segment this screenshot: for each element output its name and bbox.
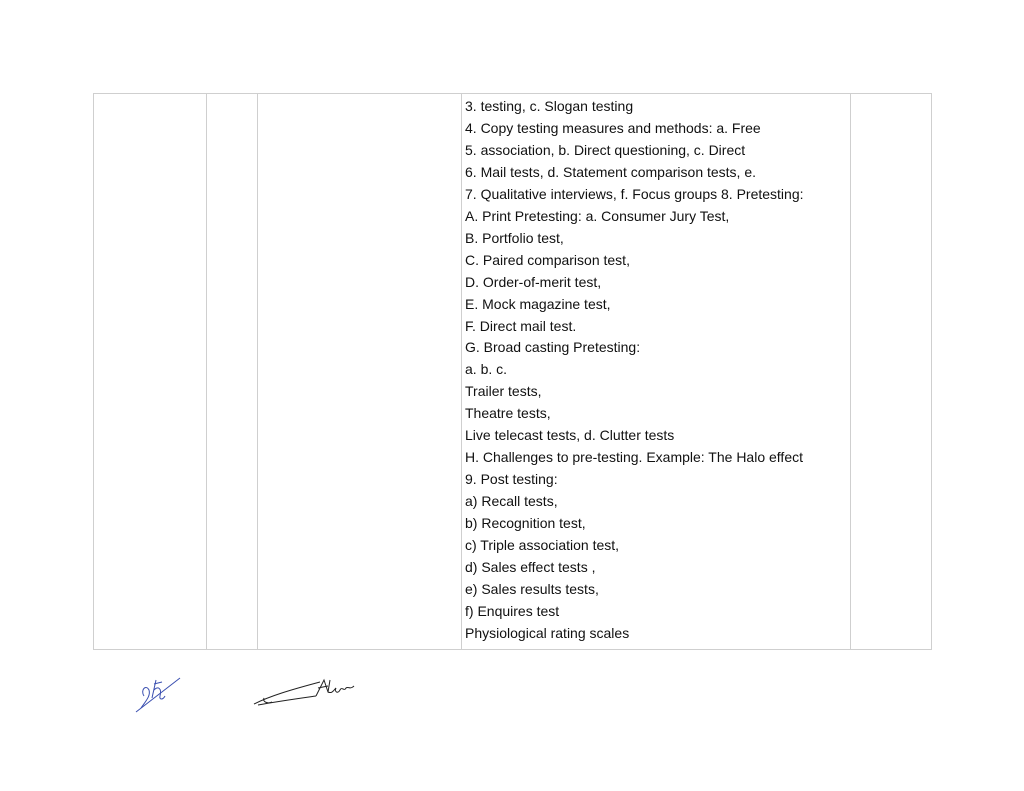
table-row <box>94 94 932 650</box>
content-line: Physiological rating scales <box>465 624 630 641</box>
content-line: G. Broad casting Pretesting: <box>465 339 641 356</box>
table-cell-content <box>462 94 851 650</box>
content-line: d) Sales effect tests , <box>465 559 596 576</box>
signature-right <box>250 674 358 710</box>
content-line: 6. Mail tests, d. Statement comparison tests, e. <box>465 163 757 180</box>
content-line: 9. Post testing: <box>465 471 558 488</box>
content-line: 5. association, b. Direct questioning, c. Direct <box>465 141 746 158</box>
content-line: c) Triple association test, <box>465 537 620 554</box>
content-line: A. Print Pretesting: a. Consumer Jury Test, <box>465 207 730 224</box>
content-line: E. Mock magazine test, <box>465 295 611 312</box>
content-line: Live telecast tests, d. Clutter tests <box>465 427 675 444</box>
content-line: Theatre tests, <box>465 405 551 422</box>
content-line: D. Order-of-merit test, <box>465 273 602 290</box>
content-line: b) Recognition test, <box>465 515 586 532</box>
table-cell-empty-2 <box>207 94 258 650</box>
content-line: 3. testing, c. Slogan testing <box>465 98 634 114</box>
content-line: 7. Qualitative interviews, f. Focus groups 8. Pretesting: <box>465 185 804 202</box>
table-cell-empty-5 <box>851 94 932 650</box>
content-line: a) Recall tests, <box>465 493 558 510</box>
signature-left <box>132 672 184 716</box>
content-line: f) Enquires test <box>465 602 560 619</box>
content-list <box>462 94 850 649</box>
content-line: Trailer tests, <box>465 383 542 400</box>
content-line: B. Portfolio test, <box>465 229 564 246</box>
table-cell-empty-3 <box>258 94 462 650</box>
content-line: e) Sales results tests, <box>465 580 599 597</box>
signature-stroke <box>258 696 316 705</box>
content-line: 4. Copy testing measures and methods: a. Free <box>465 119 761 136</box>
content-line: F. Direct mail test. <box>465 317 577 334</box>
content-line: H. Challenges to pre-testing. Example: The Halo effect <box>465 449 803 466</box>
syllabus-table <box>93 93 932 650</box>
content-line: C. Paired comparison test, <box>465 251 630 268</box>
table-cell-empty-1 <box>94 94 207 650</box>
signature-stroke <box>328 680 354 693</box>
content-line: a. b. c. <box>465 361 508 378</box>
